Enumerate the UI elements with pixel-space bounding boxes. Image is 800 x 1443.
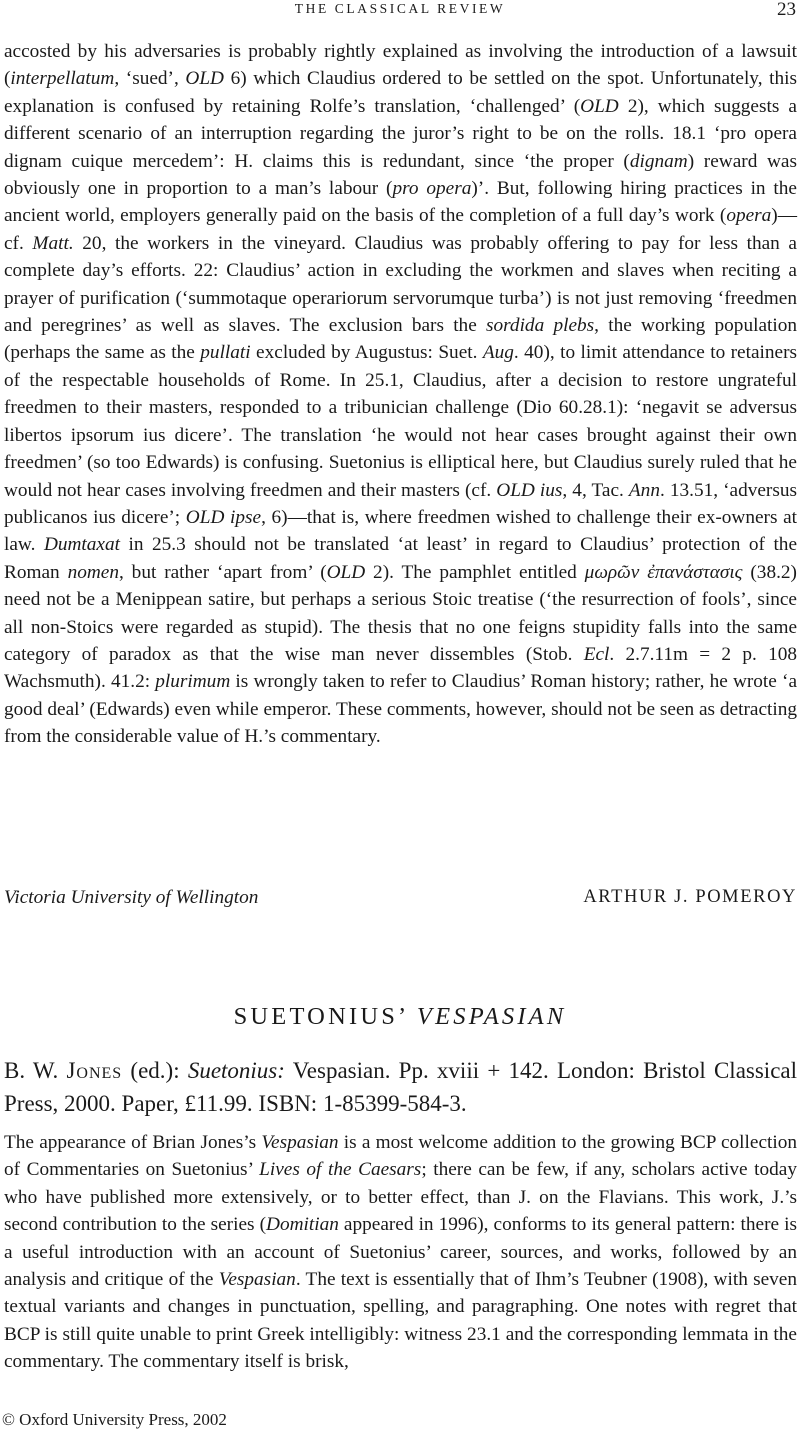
italic-run: Matt. (32, 232, 74, 254)
italic-run: Dumtaxat (43, 534, 120, 556)
italic-run: OLD ius (496, 479, 563, 501)
citation-author-surname: Jones (66, 1058, 123, 1083)
text-run: , 6)—that is, where freedmen wished to challenge their ex-owners at law. (4, 506, 798, 556)
text-run: The appearance of Brian Jones’s (4, 1132, 262, 1153)
italic-run: OLD ipse (185, 506, 262, 528)
text-run: )—cf. (4, 205, 797, 254)
italic-run: sordida plebs (486, 315, 595, 337)
citation-series: Suetonius: (187, 1058, 285, 1083)
italic-run: OLD (580, 95, 619, 117)
text-run: ) reward was obviously one in proportion to a man’s labour ( (4, 150, 797, 200)
text-run: is wrongly taken to refer to Claudius’ Roman history; rather, he wrote ‘a good deal’ (Edwards) even while emperor. These comments, however, should not be seen as detracting from the considerable value of H.’s commentary. (4, 671, 797, 748)
review-signoff (4, 884, 797, 914)
citation-author-initials: B. W. (4, 1058, 59, 1083)
review-title (0, 1003, 800, 1031)
italic-run: μωρῶν ἐπανάστασις (584, 561, 743, 583)
reviewer-name: ARTHUR J. POMEROY (583, 887, 797, 907)
italic-run: pro opera (392, 178, 472, 200)
journal-title: THE CLASSICAL REVIEW (294, 1, 506, 16)
text-run: is a most welcome addition to the growing BCP collection of Commentaries on Suetonius’ (4, 1132, 798, 1181)
review-body-paragraph (4, 38, 797, 751)
text-run: in 25.3 should not be translated ‘at least’ in regard to Claudius’ protection of the Roman (4, 534, 797, 583)
review-title-plain: SUETONIUS’ (233, 1003, 408, 1030)
text-run: excluded by Augustus: Suet. (250, 342, 483, 364)
italic-run: opera (726, 205, 772, 227)
italic-run: Vespasian (261, 1132, 339, 1153)
text-run: (38.2) need not be a Menippean satire, but perhaps a serious Stoic treatise (‘the resurrection of fools’, since all non-Stoics were regarded as stupid). The thesis that no one feigns stupidity falls into the same category of paradox as that the wise man never dissembles (Stob. (4, 561, 797, 665)
text-run: accosted by his adversaries is probably rightly explained as involving the introduction of a lawsuit ( (4, 41, 797, 90)
text-run: 6) which Claudius ordered to be settled on the spot. Unfortunately, this explanation is confused by retaining Rolfe’s translation, ‘challenged’ ( (4, 68, 797, 117)
italic-run: plurimum (155, 671, 231, 693)
italic-run: OLD (185, 68, 224, 90)
running-head (0, 0, 800, 24)
text-run: 20, the workers in the vineyard. Claudius was probably offering to pay for less than a complete day’s efforts. 22: Claudius’ action in excluding the workmen and slaves when reciting a prayer of purification (‘summotaque operariorum servorumque turba’) is not just removing ‘freedmen and peregrines’ as well as slaves. The exclusion bars the (4, 232, 797, 337)
review-title-italic: VESPASIAN (416, 1003, 567, 1030)
citation-details: Vespasian. Pp. xviii + 142. London: Bristol Classical Press, 2000. Paper, £11.99. ISBN: 1-85399-584-3. (4, 1058, 798, 1116)
text-run: 2). The pamphlet entitled (365, 561, 585, 583)
italic-run: Ann (628, 479, 660, 501)
citation-ed: (ed.): (130, 1058, 180, 1083)
text-run: ; there can be few, if any, scholars active today who have published more extensively, or to better effect, than J. on the Flavians. This work, J.’s second contribution to the series ( (4, 1159, 797, 1236)
review-body-paragraph (4, 1129, 797, 1376)
reviewer-affiliation: Victoria University of Wellington (4, 887, 259, 908)
book-citation (4, 1054, 797, 1120)
italic-run: interpellatum (10, 68, 115, 90)
text-run: . The text is essentially that of Ihm’s Teubner (1908), with seven textual variants and changes in punctuation, spelling, and paragraphing. One notes with regret that BCP is still quite unable to print Greek intelligibly: witness 23.1 and the corresponding lemmata in the commentary. The commentary itself is brisk, (4, 1269, 797, 1373)
copyright-notice: © Oxford University Press, 2002 (2, 1410, 227, 1429)
text-run: appeared in 1996), conforms to its general pattern: there is a useful introduction with an account of Suetonius’ career, sources, and works, followed by an analysis and critique of the (4, 1214, 797, 1291)
text-run: . 13.51, ‘adversus publicanos ius dicere’; (4, 479, 797, 528)
text-run: , 4, Tac. (562, 479, 629, 501)
italic-run: Lives of the Caesars (259, 1159, 422, 1181)
text-run: . 40), to limit attendance to retainers of the respectable households of Rome. In 25.1, Claudius, after a decision to restore ungrateful freedmen to their masters, responded to a tribunician challenge (Dio 60.28.1): ‘negavit se adversus libertos ipsorum ius dicere’. The translation ‘he would not hear cases brought against their own freedmen’ (so too Edwards) is confusing. Suetonius is elliptical here, but Claudius surely ruled that he would not hear cases involving freedmen and their masters (cf. (4, 342, 798, 501)
italic-run: Vespasian (218, 1269, 296, 1291)
italic-run: Ecl (583, 643, 610, 665)
italic-run: Aug (482, 342, 514, 364)
italic-run: pullati (200, 342, 251, 364)
text-run: 2), which suggests a different scenario of an interruption regarding the juror’s right to be on the rolls. 18.1 ‘pro opera dignam cuique mercedem’: H. claims this is redundant, since ‘the proper ( (4, 95, 797, 172)
italic-run: nomen (67, 561, 119, 583)
italic-run: dignam (629, 150, 688, 172)
text-run: , ‘sued’, (114, 68, 186, 90)
page-number: 23 (777, 0, 796, 20)
text-run: . 2.7.11m = 2 p. 108 Wachsmuth). 41.2: (4, 643, 797, 693)
text-run: , the working population (perhaps the same as the (4, 315, 797, 364)
text-run: )’. But, following hiring practices in the ancient world, employers generally paid on the basis of the completion of a full day’s work ( (4, 178, 797, 227)
italic-run: OLD (326, 561, 366, 583)
italic-run: Domitian (266, 1214, 339, 1236)
text-run: , but rather ‘apart from’ ( (118, 561, 327, 583)
